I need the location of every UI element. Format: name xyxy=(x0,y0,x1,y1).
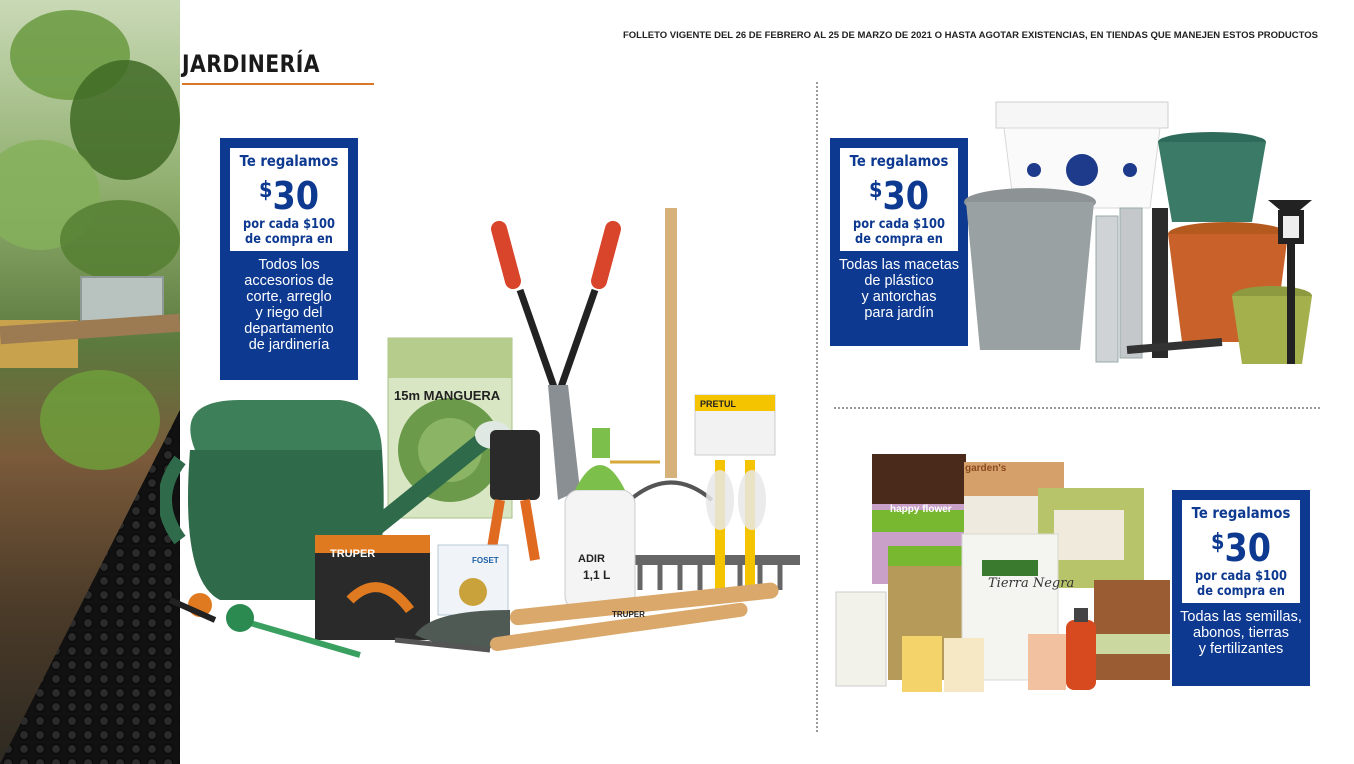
garden-tools-illustration xyxy=(160,200,810,680)
desc-line: Todos los xyxy=(258,257,320,273)
desc-line: y fertilizantes xyxy=(1198,641,1284,657)
pots-torches-illustration xyxy=(962,98,1332,378)
promo-lead: Te regalamos xyxy=(1191,504,1291,522)
olive-pot-icon xyxy=(1232,286,1312,364)
soil-bag-icon xyxy=(1094,580,1170,680)
vertical-divider xyxy=(816,82,818,732)
pretul-label: PRETUL xyxy=(700,399,736,409)
foliage-shape xyxy=(40,370,160,470)
pressure-sprayer-icon xyxy=(565,428,660,610)
trowel-label: TRUPER xyxy=(612,610,645,619)
sprayer-volume-label: 1,1 L xyxy=(583,568,611,582)
promo-box-seeds xyxy=(1172,490,1310,686)
desc-line: y riego del xyxy=(255,305,323,321)
gray-pot-icon xyxy=(964,188,1096,350)
hose-box-label: 15m MANGUERA xyxy=(394,388,501,403)
currency-sign: $ xyxy=(868,178,883,203)
amount-value: 30 xyxy=(882,174,930,218)
fertilizer-bottle-icon xyxy=(1066,608,1096,690)
desc-line: accesorios de xyxy=(244,273,334,289)
promo-box-pots xyxy=(830,138,968,346)
promo-description xyxy=(830,251,968,329)
pruner-icon xyxy=(490,430,540,560)
desc-line: Todas las macetas xyxy=(838,257,960,273)
promo-inner xyxy=(1182,500,1300,603)
section-title: JARDINERÍA xyxy=(182,50,320,78)
foset-label: FOSET xyxy=(472,556,499,565)
green-pot-icon xyxy=(1158,132,1266,222)
tierra-negra-label: Tierra Negra xyxy=(988,576,1075,591)
currency-sign: $ xyxy=(258,178,273,203)
amount-value: 30 xyxy=(272,174,320,218)
sprayer-brand-label: ADIR xyxy=(578,553,605,565)
promo-per: por cada $100 xyxy=(1195,569,1287,584)
desc-line: de plástico xyxy=(864,273,934,289)
desc-line: y antorchas xyxy=(861,289,937,305)
promo-per2: de compra en xyxy=(245,232,333,247)
promo-per2: de compra en xyxy=(1197,584,1285,599)
desc-line: abonos, tierras xyxy=(1193,625,1289,641)
happy-flower-label: happy flower xyxy=(890,504,952,515)
promo-amount xyxy=(1191,522,1291,569)
desc-line: Todas las semillas, xyxy=(1180,609,1302,625)
promo-inner xyxy=(840,148,958,251)
desc-line: de jardinería xyxy=(248,337,330,353)
desc-line: corte, arreglo xyxy=(246,289,332,305)
gardens-label: garden's xyxy=(965,463,1007,474)
horizontal-divider xyxy=(834,407,1320,409)
amount-value: 30 xyxy=(1224,526,1272,570)
promo-amount xyxy=(849,170,949,217)
promo-per2: de compra en xyxy=(855,232,943,247)
garden-photo-strip xyxy=(0,0,180,764)
title-underline xyxy=(182,83,374,85)
promo-lead: Te regalamos xyxy=(239,152,339,170)
promo-per: por cada $100 xyxy=(243,217,335,232)
validity-notice: FOLLETO VIGENTE DEL 26 DE FEBRERO AL 25 DE MARZO DE 2021 O HASTA AGOTAR EXISTENCIAS, EN TIENDAS QUE MANEJEN ESTOS PRODUCTOS xyxy=(622,30,1318,41)
truper-box-label: TRUPER xyxy=(330,548,376,560)
currency-sign: $ xyxy=(1210,530,1225,555)
desc-line: para jardín xyxy=(864,305,934,321)
seeds-soil-illustration xyxy=(832,450,1172,695)
desc-line: departamento xyxy=(244,321,334,337)
promo-description xyxy=(1172,603,1310,665)
promo-lead: Te regalamos xyxy=(849,152,949,170)
promo-per: por cada $100 xyxy=(853,217,945,232)
